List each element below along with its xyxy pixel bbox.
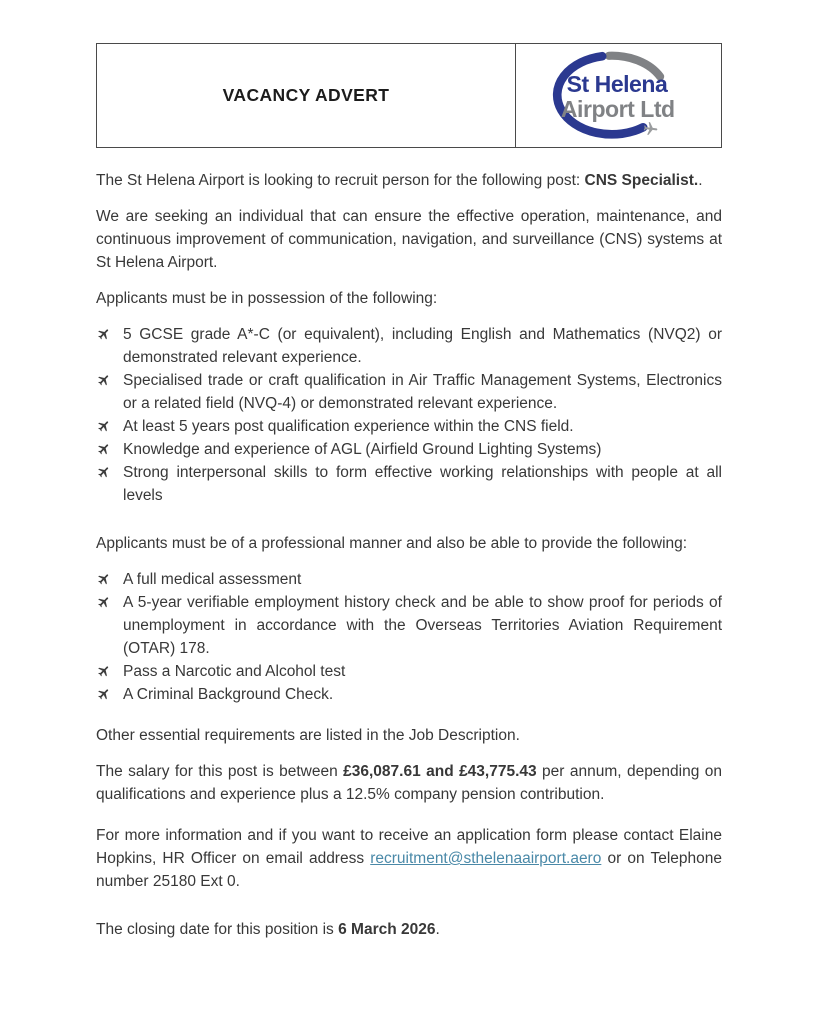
page-title: VACANCY ADVERT <box>222 85 390 105</box>
requirement-text: Knowledge and experience of AGL (Airfield Ground Lighting Systems) <box>123 441 602 458</box>
airplane-bullet-icon <box>97 465 111 479</box>
requirement-text: Strong interpersonal skills to form effective working relationships with people at all levels <box>123 464 722 504</box>
airplane-bullet-icon <box>97 327 111 341</box>
contact-paragraph <box>96 824 722 893</box>
airplane-bullet-icon <box>97 373 111 387</box>
airplane-bullet-icon <box>97 595 111 609</box>
st-helena-airport-logo-icon <box>535 48 703 144</box>
contact-text: For more information and if you want to receive an application form please contact Elaine Hopkins, HR Officer on email address <box>96 827 722 867</box>
contact-text-end: or on Telephone number 25180 Ext 0. <box>96 850 722 890</box>
possession-list <box>96 323 722 507</box>
airplane-bullet-icon <box>97 664 111 678</box>
requirement-text: 5 GCSE grade A*-C (or equivalent), including English and Mathematics (NVQ2) or demonstrated relevant experience. <box>123 326 722 366</box>
possession-heading: Applicants must be in possession of the following: <box>96 290 438 307</box>
logo-text-line2: Airport Ltd <box>560 95 675 122</box>
professional-heading: Applicants must be of a professional manner and also be able to provide the following: <box>96 535 688 552</box>
requirement-item <box>96 438 722 461</box>
airplane-bullet-icon <box>97 442 111 456</box>
header-logo-cell <box>516 44 721 147</box>
requirement-item <box>96 323 722 369</box>
airplane-bullet-icon <box>97 687 111 701</box>
requirement-text: A 5-year verifiable employment history check and be able to show proof for periods of unemployment in accordance with the Overseas Territories Aviation Requirement (OTAR) 178. <box>123 594 722 657</box>
requirement-item <box>96 568 722 591</box>
requirement-text: Pass a Narcotic and Alcohol test <box>123 663 346 680</box>
closing-text-end: . <box>435 921 440 938</box>
header-table <box>96 43 722 148</box>
professional-list <box>96 568 722 706</box>
other-requirements-paragraph: Other essential requirements are listed in the Job Description. <box>96 727 520 744</box>
salary-text: The salary for this post is between <box>96 763 344 780</box>
requirement-item <box>96 660 722 683</box>
requirement-text: Specialised trade or craft qualification in Air Traffic Management Systems, Electronics or a related field (NVQ-4) or demonstrated relevant experience. <box>123 372 722 412</box>
intro-paragraph <box>96 169 722 192</box>
requirement-item <box>96 369 722 415</box>
requirement-item <box>96 461 722 507</box>
requirement-item <box>96 415 722 438</box>
requirement-text: A full medical assessment <box>123 571 302 588</box>
post-title-bold: CNS Specialist. <box>584 172 699 189</box>
salary-range: £36,087.61 and £43,775.43 <box>343 763 537 780</box>
requirement-item <box>96 683 722 706</box>
requirement-text: A Criminal Background Check. <box>123 686 334 703</box>
airplane-bullet-icon <box>97 419 111 433</box>
salary-paragraph <box>96 760 722 806</box>
recruitment-email-link[interactable]: recruitment@sthelenaairport.aero <box>370 850 602 867</box>
closing-date: 6 March 2026 <box>338 921 436 938</box>
closing-text: The closing date for this position is <box>96 921 339 938</box>
intro-text-end: . <box>698 172 703 189</box>
airplane-bullet-icon <box>97 572 111 586</box>
seeking-paragraph: We are seeking an individual that can ensure the effective operation, maintenance, and continuous improvement of communication, navigation, and surveillance (CNS) systems at St Helena Airport. <box>96 208 722 271</box>
intro-text: The St Helena Airport is looking to recruit person for the following post: <box>96 172 585 189</box>
salary-text-end: per annum, depending on qualifications and experience plus a 12.5% company pension contribution. <box>96 763 722 803</box>
requirement-item <box>96 591 722 660</box>
document-content <box>96 43 722 954</box>
header-title-cell <box>97 44 516 147</box>
logo-text-line1: St Helena <box>566 70 667 97</box>
requirement-text: At least 5 years post qualification experience within the CNS field. <box>123 418 574 435</box>
closing-date-paragraph <box>96 918 722 941</box>
